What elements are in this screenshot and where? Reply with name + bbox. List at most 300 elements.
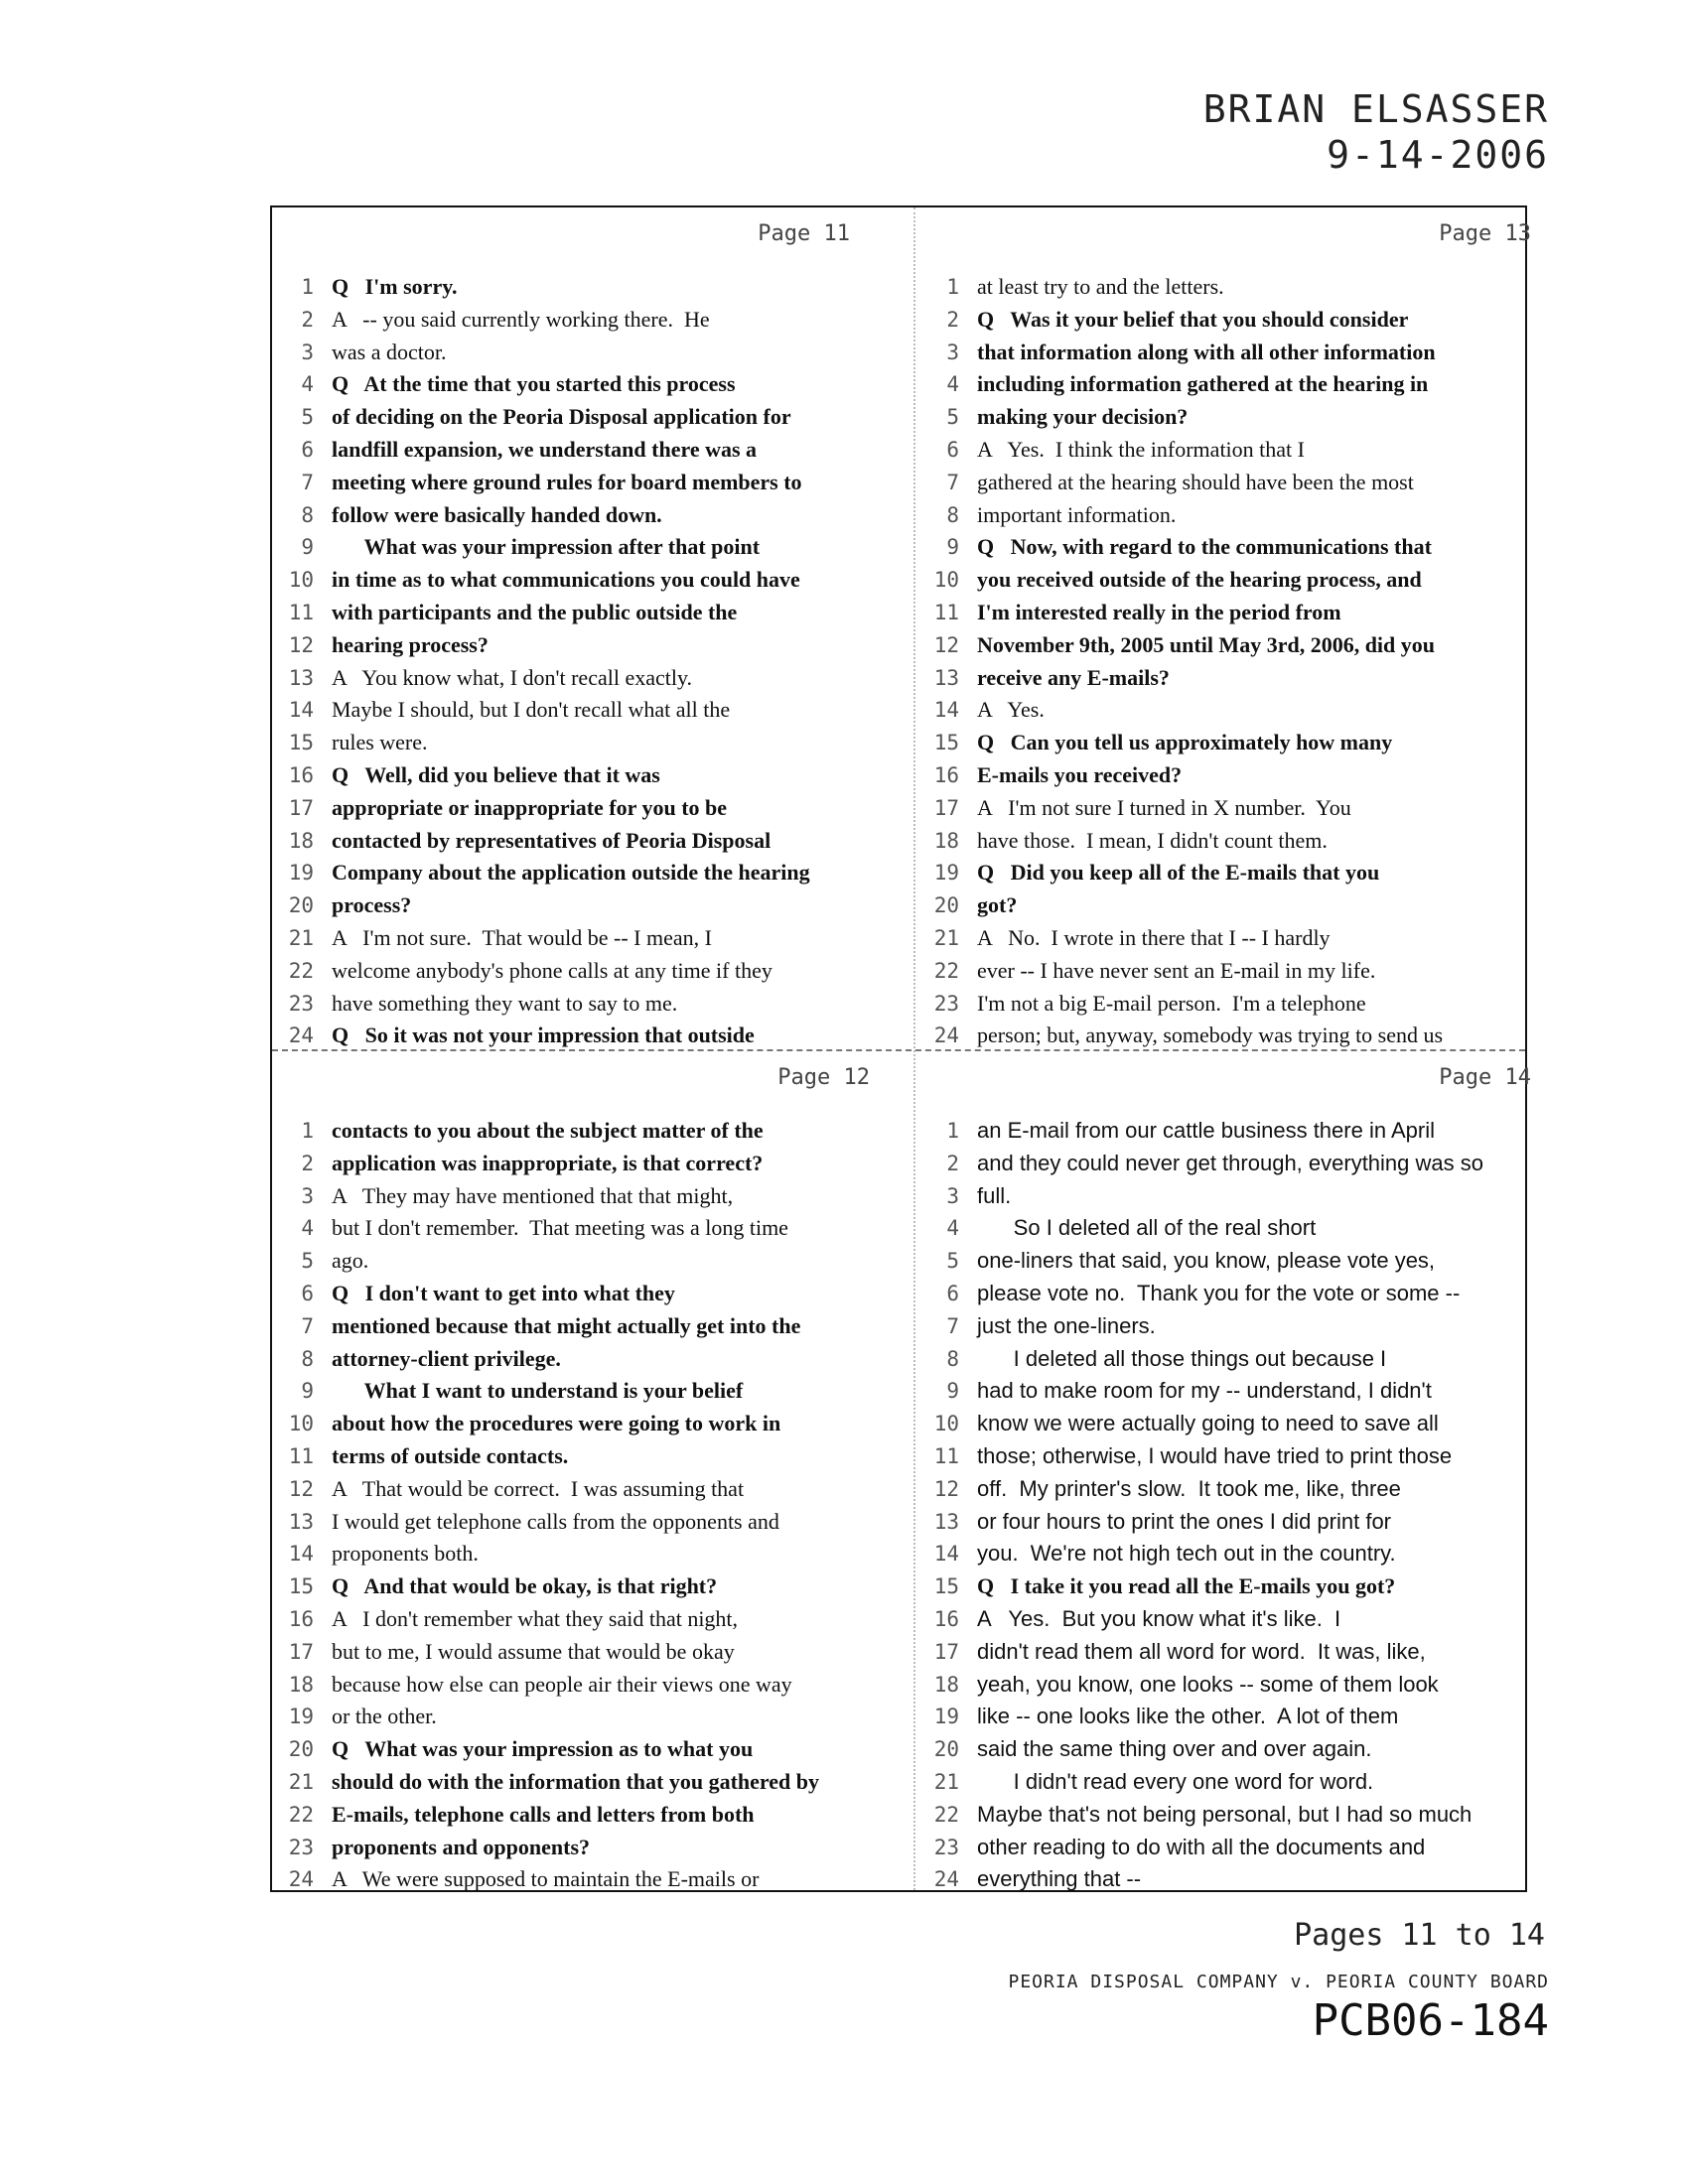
line-text: an E-mail from our cattle business there in April (977, 1118, 1435, 1143)
line-text: Q Can you tell us approximately how many (977, 730, 1393, 755)
line-number: 23 (288, 1835, 314, 1859)
line-text: was a doctor. (332, 339, 447, 364)
transcript-line (917, 1766, 1539, 1799)
line-text: you. We're not high tech out in the country. (977, 1541, 1396, 1567)
line-number: 16 (288, 1606, 314, 1631)
transcript-line (272, 401, 894, 434)
line-number: 24 (288, 1024, 314, 1048)
transcript-line (917, 1278, 1539, 1310)
line-text: welcome anybody's phone calls at any time if they (332, 957, 772, 983)
line-number: 8 (301, 1346, 314, 1371)
line-number: 2 (301, 1151, 314, 1175)
line-text: in time as to what communications you could have (332, 567, 800, 593)
line-number: 12 (288, 1476, 314, 1501)
line-text: E-mails you received? (977, 761, 1183, 787)
line-text: A That would be correct. I was assuming that (332, 1475, 745, 1501)
transcript-line (272, 1799, 894, 1832)
transcript-line (917, 988, 1539, 1021)
page-title: Page 14 (1439, 1065, 1531, 1090)
line-number: 21 (933, 1769, 959, 1794)
line-number: 2 (946, 307, 959, 332)
line-number: 24 (288, 1867, 314, 1892)
line-number: 10 (288, 568, 314, 593)
line-number: 14 (933, 698, 959, 723)
transcript-line (272, 792, 894, 825)
transcript-line (272, 825, 894, 858)
transcript-line (917, 1538, 1539, 1570)
transcript-line (272, 662, 894, 695)
transcript-line (917, 1799, 1539, 1832)
line-text: Maybe I should, but I don't recall what all the (332, 697, 731, 723)
transcript-line (272, 1020, 894, 1052)
line-number: 1 (946, 275, 959, 299)
vertical-divider (913, 207, 915, 1890)
line-text: process? (332, 892, 412, 918)
line-text: I'm not a big E-mail person. I'm a telephone (977, 990, 1366, 1016)
line-number: 18 (288, 1672, 314, 1697)
line-text: like -- one looks like the other. A lot of them (977, 1704, 1399, 1729)
transcript-line (917, 1212, 1539, 1245)
line-text: ago. (332, 1248, 369, 1274)
line-text: that information along with all other information (977, 339, 1436, 364)
line-text: said the same thing over and over again. (977, 1736, 1372, 1762)
line-number: 13 (288, 1509, 314, 1534)
line-number: 5 (946, 1249, 959, 1274)
transcript-line (917, 759, 1539, 792)
transcript-line (917, 1440, 1539, 1473)
transcript-line (917, 857, 1539, 889)
line-number: 10 (933, 1412, 959, 1436)
transcript-line (917, 1408, 1539, 1440)
transcript-line (917, 1180, 1539, 1213)
line-text: should do with the information that you gathered by (332, 1768, 819, 1794)
transcript-line (917, 1636, 1539, 1669)
line-text: Maybe that's not being personal, but I had so much (977, 1801, 1473, 1827)
transcript-line (272, 955, 894, 988)
line-text: Q Was it your belief that you should consider (977, 306, 1409, 332)
transcript-line (272, 1115, 894, 1148)
line-number: 24 (933, 1024, 959, 1048)
transcript-line (272, 1245, 894, 1278)
line-number: 1 (301, 275, 314, 299)
line-text: A You know what, I don't recall exactly. (332, 664, 693, 690)
line-number: 4 (946, 372, 959, 397)
line-number: 21 (288, 925, 314, 950)
line-text: A -- you said currently working there. He (332, 306, 710, 332)
transcript-line (272, 434, 894, 467)
transcript-line (272, 1669, 894, 1702)
transcript-line (917, 271, 1539, 304)
page-lines (272, 271, 894, 1052)
transcript-line (917, 825, 1539, 858)
transcript-line (917, 1375, 1539, 1408)
transcript-line (917, 1148, 1539, 1180)
line-text: because how else can people air their views one way (332, 1671, 792, 1697)
transcript-line (917, 564, 1539, 597)
line-text: I'm interested really in the period from (977, 599, 1341, 624)
transcript-line (272, 1148, 894, 1180)
line-number: 23 (933, 1835, 959, 1859)
line-text: other reading to do with all the documents and (977, 1834, 1426, 1859)
line-text: A I don't remember what they said that night, (332, 1605, 739, 1631)
line-text: including information gathered at the hearing in (977, 371, 1429, 397)
transcript-line (272, 1180, 894, 1213)
line-number: 18 (933, 1672, 959, 1697)
page-title: Page 13 (1439, 221, 1531, 246)
line-number: 10 (933, 568, 959, 593)
line-number: 7 (946, 470, 959, 494)
line-number: 2 (946, 1151, 959, 1175)
transcript-line (917, 727, 1539, 759)
line-number: 22 (288, 958, 314, 983)
transcript-line (272, 1733, 894, 1766)
transcript-line (917, 889, 1539, 922)
transcript-line (917, 531, 1539, 564)
transcript-page-14 (917, 1051, 1539, 1891)
line-text: proponents and opponents? (332, 1834, 591, 1859)
line-text: What was your impression after that point (332, 534, 761, 560)
transcript-line (272, 1343, 894, 1376)
transcript-line (917, 1701, 1539, 1733)
transcript-line (917, 1310, 1539, 1343)
transcript-line (272, 1863, 894, 1896)
line-number: 17 (933, 795, 959, 820)
transcript-line (917, 662, 1539, 695)
transcript-line (272, 1278, 894, 1310)
line-text: but to me, I would assume that would be okay (332, 1638, 735, 1664)
line-text: mentioned because that might actually get into the (332, 1312, 801, 1338)
transcript-line (917, 1832, 1539, 1864)
line-number: 8 (301, 502, 314, 527)
line-text: gathered at the hearing should have been the most (977, 469, 1414, 494)
transcript-line (272, 337, 894, 369)
line-number: 11 (933, 600, 959, 624)
transcript-line (272, 1375, 894, 1408)
transcript-line (272, 1408, 894, 1440)
transcript-line (917, 1733, 1539, 1766)
page-lines (272, 1115, 894, 1896)
page-lines (917, 271, 1539, 1052)
line-number: 7 (301, 470, 314, 494)
line-number: 23 (288, 991, 314, 1016)
transcript-line (272, 1701, 894, 1733)
line-text: What I want to understand is your belief (332, 1378, 744, 1404)
line-text: please vote no. Thank you for the vote or some -- (977, 1280, 1461, 1305)
line-number: 19 (933, 861, 959, 886)
line-text: terms of outside contacts. (332, 1442, 569, 1468)
line-number: 12 (933, 1476, 959, 1501)
page-lines (917, 1115, 1539, 1896)
line-text: about how the procedures were going to work in (332, 1411, 781, 1436)
transcript-line (272, 1570, 894, 1603)
line-text: A Yes. But you know what it's like. I (977, 1605, 1341, 1631)
line-number: 1 (946, 1119, 959, 1143)
transcript-line (272, 531, 894, 564)
line-number: 5 (301, 405, 314, 430)
line-number: 17 (288, 1639, 314, 1664)
line-number: 20 (933, 893, 959, 918)
line-text: landfill expansion, we understand there was a (332, 436, 758, 462)
deposition-date: 9-14-2006 (1327, 133, 1549, 177)
line-number: 4 (946, 1216, 959, 1241)
line-text: or the other. (332, 1704, 437, 1729)
line-number: 7 (946, 1313, 959, 1338)
line-number: 11 (933, 1443, 959, 1468)
line-text: full. (977, 1182, 1012, 1208)
line-number: 6 (946, 437, 959, 462)
line-number: 19 (288, 861, 314, 886)
transcript-line (917, 792, 1539, 825)
transcript-page-13 (917, 207, 1539, 1047)
transcript-line (917, 499, 1539, 532)
line-number: 3 (301, 340, 314, 364)
line-text: but I don't remember. That meeting was a long time (332, 1215, 788, 1241)
line-number: 5 (301, 1249, 314, 1274)
transcript-line (917, 434, 1539, 467)
line-text: follow were basically handed down. (332, 501, 662, 527)
transcript-line (917, 1343, 1539, 1376)
line-text: have those. I mean, I didn't count them. (977, 827, 1328, 853)
transcript-line (272, 271, 894, 304)
line-number: 9 (301, 1379, 314, 1404)
line-number: 21 (288, 1769, 314, 1794)
transcript-line (272, 1832, 894, 1864)
line-number: 14 (933, 1542, 959, 1567)
line-number: 3 (946, 340, 959, 364)
line-number: 24 (933, 1867, 959, 1892)
line-number: 15 (288, 731, 314, 755)
transcript-line (272, 467, 894, 499)
line-text: those; otherwise, I would have tried to print those (977, 1442, 1453, 1468)
line-text: have something they want to say to me. (332, 990, 678, 1016)
line-text: receive any E-mails? (977, 664, 1170, 690)
line-text: proponents both. (332, 1541, 479, 1567)
line-number: 10 (288, 1412, 314, 1436)
case-caption: PEORIA DISPOSAL COMPANY v. PEORIA COUNTY BOARD (1008, 1972, 1549, 1992)
transcript-line (272, 1636, 894, 1669)
line-number: 6 (301, 437, 314, 462)
transcript-line (272, 889, 894, 922)
transcript-line (272, 988, 894, 1021)
line-number: 14 (288, 698, 314, 723)
line-text: ever -- I have never sent an E-mail in my life. (977, 957, 1376, 983)
line-text: November 9th, 2005 until May 3rd, 2006, did you (977, 631, 1436, 657)
line-text: person; but, anyway, somebody was trying to send us (977, 1023, 1444, 1048)
line-number: 21 (933, 925, 959, 950)
line-number: 22 (933, 958, 959, 983)
transcript-line (917, 955, 1539, 988)
transcript-line (272, 304, 894, 337)
line-number: 23 (933, 991, 959, 1016)
line-number: 9 (946, 535, 959, 560)
line-number: 13 (288, 665, 314, 690)
line-number: 15 (933, 1574, 959, 1599)
transcript-line (272, 597, 894, 629)
transcript-page-11 (272, 207, 894, 1047)
line-text: A We were supposed to maintain the E-mails or (332, 1866, 760, 1892)
transcript-line (272, 922, 894, 955)
line-number: 20 (288, 893, 314, 918)
line-text: making your decision? (977, 404, 1189, 430)
line-text: or four hours to print the ones I did print for (977, 1508, 1392, 1534)
line-text: of deciding on the Peoria Disposal application for (332, 404, 791, 430)
line-text: Q I'm sorry. (332, 274, 458, 299)
line-text: A No. I wrote in there that I -- I hardly (977, 924, 1331, 950)
line-number: 20 (933, 1737, 959, 1762)
transcript-line (272, 694, 894, 727)
line-text: So I deleted all of the real short (977, 1215, 1317, 1241)
line-number: 17 (933, 1639, 959, 1664)
transcript-line (917, 304, 1539, 337)
transcript-line (272, 727, 894, 759)
line-text: hearing process? (332, 631, 489, 657)
transcript-line (917, 368, 1539, 401)
line-text: contacted by representatives of Peoria Disposal (332, 827, 772, 853)
transcript-page-12 (272, 1051, 894, 1891)
line-text: Q What was your impression as to what you (332, 1736, 754, 1762)
line-text: meeting where ground rules for board members to (332, 469, 802, 494)
line-number: 16 (933, 1606, 959, 1631)
line-text: contacts to you about the subject matter of the (332, 1118, 764, 1143)
line-text: one-liners that said, you know, please vote yes, (977, 1248, 1436, 1274)
transcript-line (272, 1506, 894, 1539)
transcript-line (272, 1538, 894, 1570)
line-number: 13 (933, 1509, 959, 1534)
line-text: I would get telephone calls from the opponents and (332, 1508, 779, 1534)
line-number: 5 (946, 405, 959, 430)
transcript-line (272, 629, 894, 662)
line-number: 3 (946, 1183, 959, 1208)
line-number: 22 (933, 1802, 959, 1827)
transcript-line (917, 467, 1539, 499)
transcript-line (272, 759, 894, 792)
line-number: 9 (301, 535, 314, 560)
transcript-line (917, 629, 1539, 662)
line-number: 1 (301, 1119, 314, 1143)
line-text: know we were actually going to need to save all (977, 1411, 1439, 1436)
transcript-line (272, 564, 894, 597)
transcript-line (917, 1245, 1539, 1278)
line-number: 19 (933, 1705, 959, 1729)
case-number: PCB06-184 (1312, 1995, 1549, 2046)
line-text: just the one-liners. (977, 1312, 1156, 1338)
line-number: 18 (933, 828, 959, 853)
line-number: 19 (288, 1705, 314, 1729)
line-number: 7 (301, 1313, 314, 1338)
line-text: got? (977, 892, 1018, 918)
line-text: A Yes. (977, 697, 1045, 723)
line-text: at least try to and the letters. (977, 274, 1224, 299)
line-number: 12 (933, 632, 959, 657)
transcript-line (272, 368, 894, 401)
line-text: Q I take it you read all the E-mails you got? (977, 1573, 1396, 1599)
transcript-line (917, 1473, 1539, 1506)
line-text: had to make room for my -- understand, I didn't (977, 1378, 1432, 1404)
line-text: I deleted all those things out because I (977, 1345, 1387, 1371)
transcript-line (272, 1603, 894, 1636)
transcript-line (272, 499, 894, 532)
line-number: 9 (946, 1379, 959, 1404)
line-number: 16 (933, 762, 959, 787)
line-text: E-mails, telephone calls and letters from both (332, 1801, 755, 1827)
line-number: 4 (301, 372, 314, 397)
line-text: A I'm not sure. That would be -- I mean, I (332, 924, 712, 950)
line-number: 11 (288, 1443, 314, 1468)
line-text: Q Now, with regard to the communications that (977, 534, 1432, 560)
transcript-line (917, 1506, 1539, 1539)
line-number: 16 (288, 762, 314, 787)
transcript-line (917, 1863, 1539, 1896)
line-text: Q Did you keep all of the E-mails that you (977, 860, 1380, 886)
transcript-line (272, 1766, 894, 1799)
line-text: Q At the time that you started this process (332, 371, 736, 397)
transcript-line (917, 337, 1539, 369)
line-text: didn't read them all word for word. It was, like, (977, 1638, 1426, 1664)
deponent-name: BRIAN ELSASSER (1202, 87, 1549, 131)
line-text: rules were. (332, 730, 428, 755)
line-text: with participants and the public outside the (332, 599, 738, 624)
line-number: 15 (933, 731, 959, 755)
line-number: 18 (288, 828, 314, 853)
line-text: yeah, you know, one looks -- some of them look (977, 1671, 1439, 1697)
line-text: A Yes. I think the information that I (977, 436, 1305, 462)
line-number: 8 (946, 502, 959, 527)
line-number: 6 (301, 1281, 314, 1305)
page-range: Pages 11 to 14 (1294, 1918, 1545, 1953)
transcript-line (272, 1440, 894, 1473)
line-text: everything that -- (977, 1866, 1142, 1892)
line-text: I didn't read every one word for word. (977, 1768, 1374, 1794)
transcript-line (917, 1669, 1539, 1702)
transcript-frame (270, 205, 1531, 1892)
line-number: 14 (288, 1542, 314, 1567)
line-text: Q I don't want to get into what they (332, 1280, 675, 1305)
line-number: 17 (288, 795, 314, 820)
line-number: 13 (933, 665, 959, 690)
transcript-line (272, 1473, 894, 1506)
transcript-line (272, 857, 894, 889)
transcript-line (917, 1020, 1539, 1052)
line-text: A They may have mentioned that that might, (332, 1182, 734, 1208)
line-number: 4 (301, 1216, 314, 1241)
line-text: Q And that would be okay, is that right? (332, 1573, 718, 1599)
line-number: 8 (946, 1346, 959, 1371)
line-text: important information. (977, 501, 1177, 527)
line-text: attorney-client privilege. (332, 1345, 561, 1371)
line-text: A I'm not sure I turned in X number. You (977, 794, 1351, 820)
line-number: 15 (288, 1574, 314, 1599)
page-title: Page 12 (777, 1065, 870, 1090)
transcript-line (272, 1212, 894, 1245)
line-number: 20 (288, 1737, 314, 1762)
line-number: 11 (288, 600, 314, 624)
line-text: Company about the application outside the hearing (332, 860, 810, 886)
line-text: application was inappropriate, is that correct? (332, 1150, 764, 1175)
line-text: and they could never get through, everything was so (977, 1150, 1483, 1175)
line-number: 6 (946, 1281, 959, 1305)
line-number: 22 (288, 1802, 314, 1827)
transcript-line (917, 401, 1539, 434)
transcript-line (917, 597, 1539, 629)
line-text: off. My printer's slow. It took me, like, three (977, 1475, 1401, 1501)
line-number: 12 (288, 632, 314, 657)
line-number: 2 (301, 307, 314, 332)
line-text: appropriate or inappropriate for you to be (332, 794, 728, 820)
page-title: Page 11 (758, 221, 850, 246)
transcript-line (917, 922, 1539, 955)
transcript-line (917, 1115, 1539, 1148)
line-number: 3 (301, 1183, 314, 1208)
